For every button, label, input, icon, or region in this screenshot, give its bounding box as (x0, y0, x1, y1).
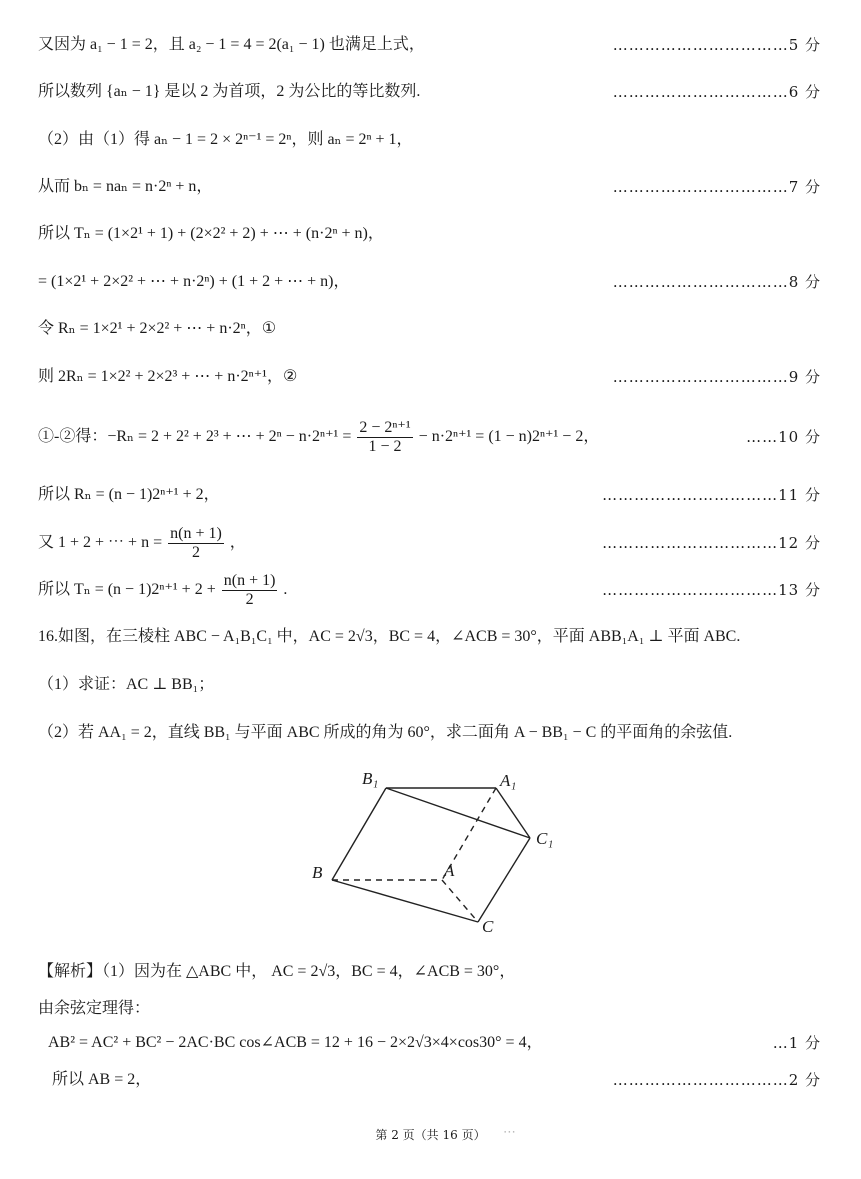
fraction-numerator: n(n + 1) (170, 524, 222, 542)
edge-B1B (332, 788, 386, 880)
line-text: 16.如图，在三棱柱 ABC − A₁B₁C₁ 中，AC = 2√3，BC = 4，∠ACB = 30°，平面 ABB₁A₁ ⊥ 平面 ABC. (38, 628, 741, 645)
fraction-numerator: 2 − 2ⁿ⁺¹ (359, 418, 411, 436)
equation-tail: − n·2ⁿ⁺¹ = (1 − n)2ⁿ⁺¹ − 2， (418, 428, 600, 445)
analysis-line-4 (52, 1063, 821, 1097)
line-text: 【解析】（1）因为在 △ABC 中， AC = 2√3，BC = 4，∠ACB = 30°， (38, 963, 516, 980)
line-text: 由余弦定理得： (38, 1000, 151, 1017)
label-C: C (482, 917, 494, 936)
solution-line-3 (38, 123, 821, 157)
problem-16-statement (38, 620, 851, 654)
line-text: 令 Rₙ = 1×2¹ + 2×2² + ⋯ + n·2ⁿ，① (38, 320, 277, 337)
prism-figure (300, 760, 580, 950)
line-text: AB² = AC² + BC² − 2AC·BC cos∠ACB = 12 + 16 − 2×2√3×4×cos30° = 4， (48, 1034, 543, 1051)
solution-line-4 (38, 170, 821, 204)
equation-lead: 又 1 + 2 + ⋯ + n = (38, 534, 163, 551)
analysis-line-1 (38, 955, 821, 989)
fraction-denominator: 2 (245, 590, 254, 608)
solution-line-8 (38, 360, 821, 394)
line-text: = (1×2¹ + 2×2² + ⋯ + n·2ⁿ) + (1 + 2 + ⋯ + n)， (38, 273, 350, 290)
score-marker: …1 分 (772, 1034, 821, 1052)
score-marker: ……………………………5 分 (612, 36, 821, 54)
label-C1: C₁ (536, 829, 554, 848)
analysis-line-2 (38, 992, 821, 1026)
line-text: （2）若 AA₁ = 2，直线 BB₁ 与平面 ABC 所成的角为 60°，求二面角 A − BB₁ − C 的平面角的余弦值. (38, 724, 733, 741)
equation-lead: 所以 Tₙ = (n − 1)2ⁿ⁺¹ + 2 + (38, 581, 216, 598)
solution-line-5 (38, 217, 821, 251)
label-B: B (312, 863, 323, 882)
line-text: 又因为 a₁ − 1 = 2，且 a₂ − 1 = 4 = 2(a₁ − 1) 也满足上式， (38, 36, 425, 53)
line-text: 所以数列 {aₙ − 1} 是以 2 为首项，2 为公比的等比数列. (38, 83, 421, 100)
watermark-mark: ⋯ (503, 1125, 516, 1140)
line-text (38, 518, 246, 568)
solution-line-6 (38, 265, 821, 299)
problem-16-part-1 (38, 668, 821, 702)
score-marker: ……………………………13 分 (602, 581, 821, 599)
problem-16-part-2 (38, 716, 851, 750)
line-text (38, 565, 287, 615)
equation-tail: . (283, 581, 288, 598)
line-text: 从而 bₙ = naₙ = n·2ⁿ + n， (38, 178, 213, 195)
line-text: （1）求证：AC ⊥ BB₁； (38, 676, 215, 693)
line-text: 所以 Rₙ = (n − 1)2ⁿ⁺¹ + 2， (38, 486, 220, 503)
solution-line-9 (38, 412, 821, 462)
fraction (168, 525, 224, 562)
score-marker: ……………………………7 分 (612, 178, 821, 196)
solution-line-10 (38, 478, 821, 512)
edge-AC-hidden (442, 880, 478, 922)
edge-A1C1 (496, 788, 530, 838)
solution-line-7 (38, 312, 821, 346)
solution-line-2 (38, 75, 821, 109)
line-text (38, 412, 599, 462)
label-A1: A₁ (500, 771, 517, 790)
solution-line-11 (38, 518, 821, 568)
score-marker: ……………………………11 分 (602, 486, 821, 504)
edge-C1C (478, 838, 530, 922)
solution-line-1 (38, 28, 821, 62)
score-marker: ……10 分 (746, 428, 821, 446)
fraction-numerator: n(n + 1) (223, 571, 276, 589)
equation-lead: ①-②得：−Rₙ = 2 + 2² + 2³ + ⋯ + 2ⁿ − n·2ⁿ⁺¹ = (38, 428, 352, 445)
fraction (357, 419, 412, 456)
label-B1: B₁ (362, 769, 379, 788)
solution-line-12 (38, 565, 821, 615)
page-footer: 第 2 页（共 16 页） (375, 1128, 486, 1142)
line-text: （2）由（1）得 aₙ − 1 = 2 × 2ⁿ⁻¹ = 2ⁿ，则 aₙ = 2ⁿ + 1， (38, 131, 413, 148)
label-A: A (444, 861, 455, 880)
line-text: 所以 Tₙ = (1×2¹ + 1) + (2×2² + 2) + ⋯ + (n·2ⁿ + n)， (38, 225, 384, 242)
fraction (222, 572, 278, 609)
analysis-line-3 (48, 1026, 821, 1060)
line-text: 所以 AB = 2， (52, 1071, 152, 1088)
score-marker: ……………………………2 分 (612, 1071, 821, 1089)
fraction-denominator: 2 (191, 543, 200, 561)
score-marker: ……………………………6 分 (612, 83, 821, 101)
edge-B1C1 (386, 788, 530, 838)
line-text: 则 2Rₙ = 1×2² + 2×2³ + ⋯ + n·2ⁿ⁺¹，② (38, 368, 298, 385)
score-marker: ……………………………12 分 (602, 534, 821, 552)
edge-BC (332, 880, 478, 922)
score-marker: ……………………………9 分 (612, 368, 821, 386)
score-marker: ……………………………8 分 (612, 273, 821, 291)
equation-tail: ， (229, 534, 246, 551)
fraction-denominator: 1 − 2 (368, 437, 402, 455)
